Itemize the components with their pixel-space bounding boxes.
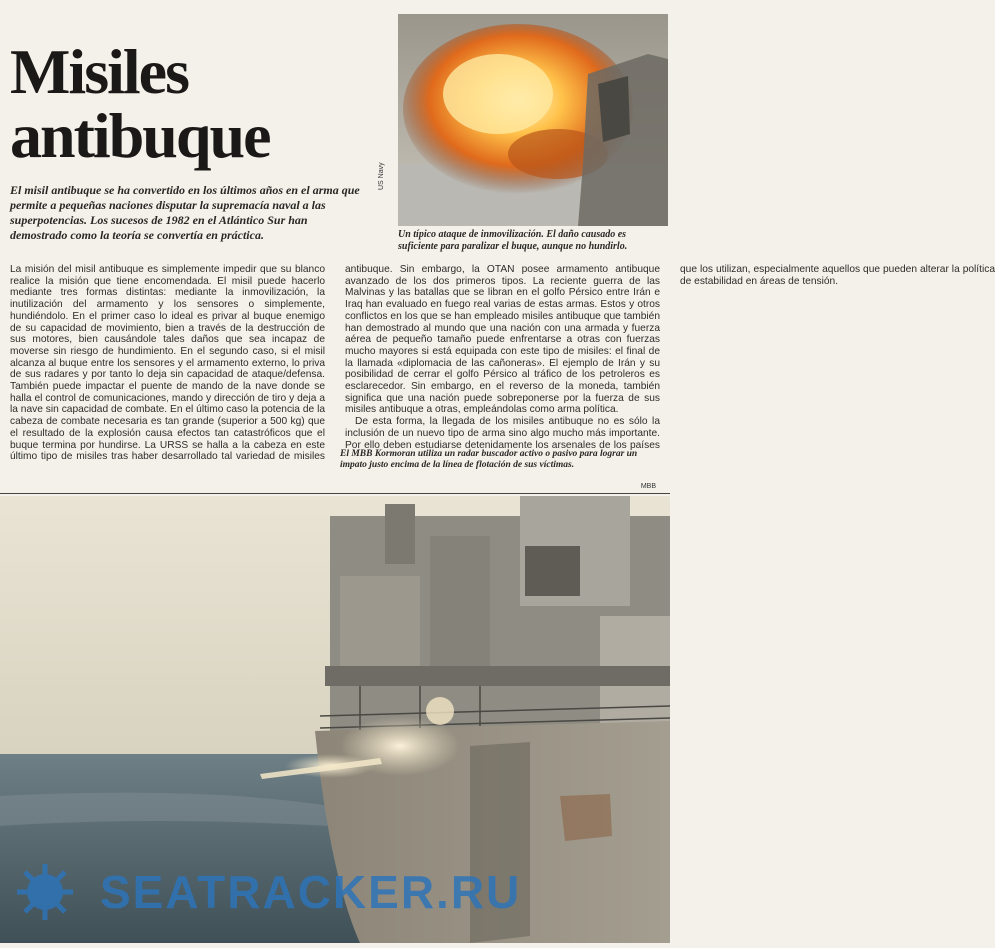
- body-paragraph-1: La misión del misil antibuque es simplemente impedir que su blanco realice la misión que tiene encomendada. El misil puede hacerlo mediante tres formas distintas: mediante la inmovilización, la inutilización del armamento y los sensores o simplemente, hundiéndolo. En el primer caso lo ideal es privar al buque enemigo de su capacidad de movimiento, bien a través de la destrucción de sus motores, bien causándole tales daños que sea incapaz de moverse sin riesgo de hundimiento. En el segundo caso, si el misil alcanza al buque entre los sensores y el armamento externo, lo priva de sus radares y por tanto lo deja sin capacidad de ataque/defensa. También puede impactar el puente de mando de la nave donde se halla el control de comunicaciones, mando y dirección de tiro y deja a la nave sin capacidad de combate. En el último caso la potencia de la cabeza de combate necesaria es tan grande (superior a 500 kg) que el resultado de la explosión causa efectos tan catastróficos que el buque termina por hundirse. La URSS se halla a la cabeza en este último tipo de misiles tras haber desarrollado tal variedad de misiles antibuque. Sin embargo, la OTAN posee armamento antibuque avanzado de los dos primeros tipos. La reciente guerra de las Malvinas y las batallas que se libran en el golfo Pérsico entre Irán e Iraq han evaluado en fuego real varias de estas armas. Estos y otros conflictos en los que se han empleado misiles antibuque que también han demostrado al mundo que una nación con una armada y fuerza aérea de pequeño tamaño puede enfrentarse a otras con fuerzas mucho mayores si está equipada con este tipo de misiles: el final de la llamada «diplomacia de las cañoneras». El ejemplo de Irán y su posibilidad de cerrar el golfo Pérsico al tráfico de los petroleros es esclarecedor. Sin embargo, en el reverso de la moneda, también significa que una nación puede sobreponerse por la fuerza de sus misiles antibuque a otras, empleándolas como arma política.: [10, 264, 660, 463]
- body-paragraph-2: De esta forma, la llegada de los misiles antibuque no es sólo la inclusión de un nuevo tipo de arma sino algo mucho más importante. Por ello deben estudiarse detenidamente los arsenales de los países que los utilizan, especialmente aquellos que pueden alterar la política de estabilidad en áreas de tensión.: [345, 264, 995, 451]
- top-figure-caption: Un típico ataque de inmovilización. El daño causado es suficiente para paralizar el buque, aunque no hundirlo.: [398, 229, 628, 252]
- sun-logo-icon: [17, 864, 73, 920]
- title-line-2: antibuque: [10, 100, 270, 171]
- article-title: [10, 36, 370, 171]
- watermark-graphic: [0, 860, 670, 920]
- explosion-photo: [398, 14, 668, 226]
- lead-paragraph: El misil antibuque se ha convertido en los últimos años en el arma que permite a pequeñas naciones disputar la supremacía naval a las superpotencias. Los sucesos de 1982 en el Atlántico Sur han demostrado como la teoría se convertía en práctica.: [10, 183, 360, 242]
- photo-credit-bottom: MBB: [640, 483, 656, 490]
- photo-credit-top: US Navy: [378, 162, 385, 190]
- watermark-text: SEATRACKER.RU: [100, 866, 522, 918]
- watermark: [0, 860, 670, 920]
- title-line-1: Misiles: [10, 36, 188, 107]
- article-body: [10, 264, 995, 469]
- bottom-figure-caption: El MBB Kormoran utiliza un radar buscador activo o pasivo para lograr un impato justo encima de la línea de flotación de sus víctimas.: [340, 449, 638, 470]
- explosion-illustration: [398, 14, 668, 226]
- divider: [0, 493, 670, 494]
